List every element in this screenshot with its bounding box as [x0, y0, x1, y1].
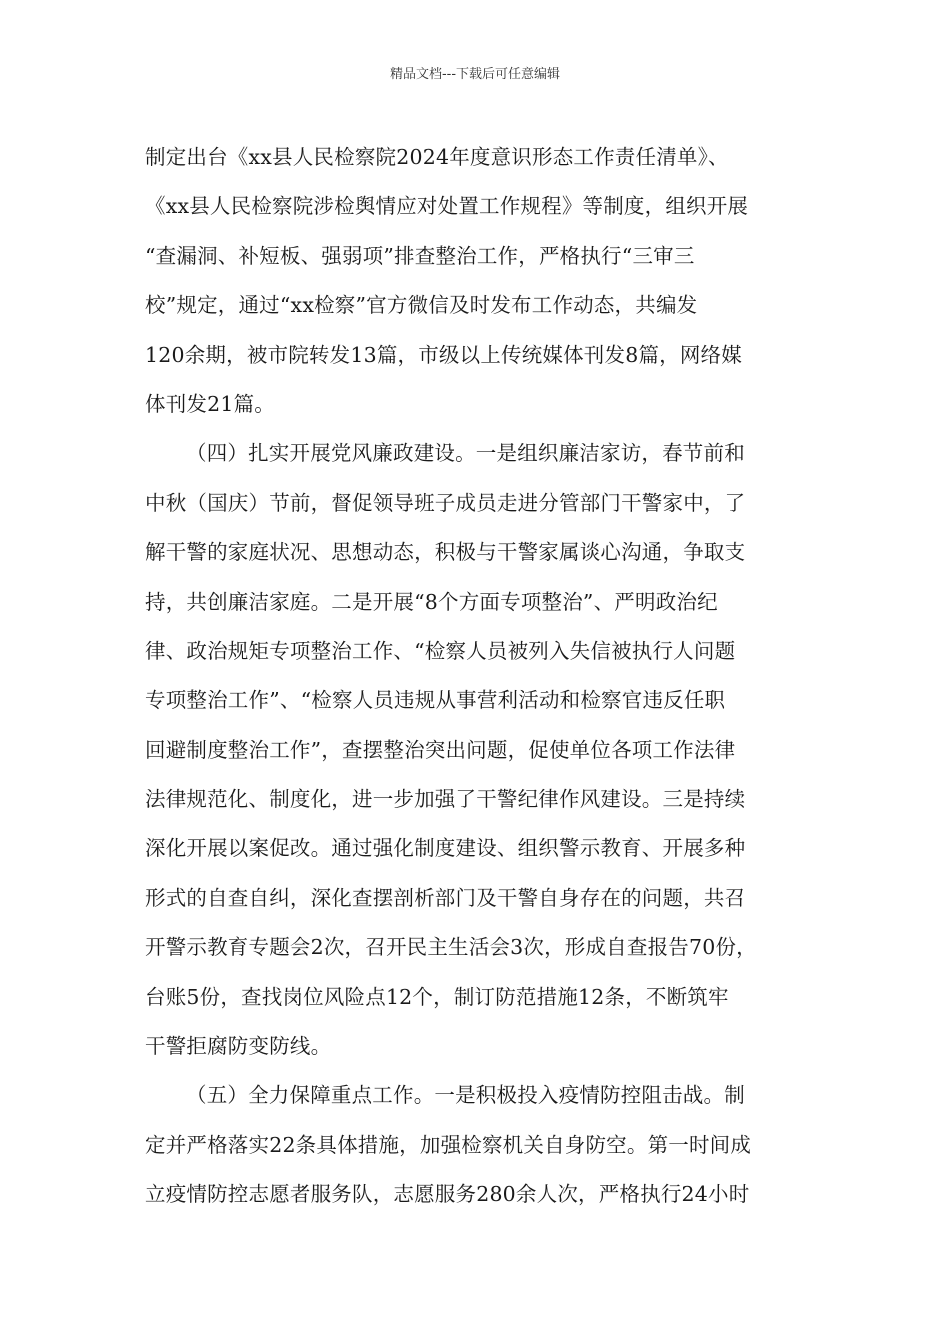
text-line: 深化开展以案促改。通过强化制度建设、组织警示教育、开展多种: [145, 836, 746, 861]
text-line: 立疫情防控志愿者服务队，志愿服务280余人次，严格执行24小时: [145, 1182, 750, 1207]
text-line: （四）扎实开展党风廉政建设。一是组织廉洁家访，春节前和: [186, 441, 745, 466]
paragraph-section-4: [145, 429, 825, 1071]
text-line: 开警示教育专题会2次，召开民主生活会3次，形成自查报告70份，: [145, 935, 757, 960]
text-line: 形式的自查自纠，深化查摆剖析部门及干警自身存在的问题，共召: [145, 885, 746, 910]
text-line: 持，共创廉洁家庭。二是开展“8个方面专项整治”、严明政治纪: [145, 589, 718, 614]
document-body: [145, 133, 825, 1220]
text-line: （五）全力保障重点工作。一是积极投入疫情防控阻击战。制: [186, 1083, 745, 1108]
text-line: 体刊发21篇。: [145, 391, 275, 416]
text-line: “查漏洞、补短板、强弱项”排查整治工作，严格执行“三审三: [145, 243, 695, 268]
text-line: 法律规范化、制度化，进一步加强了干警纪律作风建设。三是持续: [145, 787, 746, 812]
paragraph-section-5: [145, 1071, 825, 1219]
text-line: 《xx县人民检察院涉检舆情应对处置工作规程》等制度，组织开展: [145, 194, 749, 219]
text-line: 干警拒腐防变防线。: [145, 1034, 332, 1059]
text-line: 定并严格落实22条具体措施，加强检察机关自身防空。第一时间成: [145, 1132, 752, 1157]
page-header: 精品文档---下载后可任意编辑: [389, 67, 561, 82]
text-line: 120余期，被市院转发13篇，市级以上传统媒体刊发8篇，网络媒: [145, 342, 742, 367]
text-line: 回避制度整治工作”，查摆整治突出问题，促使单位各项工作法律: [145, 737, 736, 762]
text-line: 校”规定，通过“xx检察”官方微信及时发布工作动态，共编发: [145, 293, 698, 318]
text-line: 律、政治规矩专项整治工作、“检察人员被列入失信被执行人问题: [145, 638, 736, 663]
text-line: 中秋（国庆）节前，督促领导班子成员走进分管部门干警家中，了: [145, 490, 746, 515]
text-line: 解干警的家庭状况、思想动态，积极与干警家属谈心沟通，争取支: [145, 540, 746, 565]
text-line: 专项整治工作”、“检察人员违规从事营利活动和检察官违反任职: [145, 688, 726, 713]
text-line: 台账5份，查找岗位风险点12个，制订防范措施12条，不断筑牢: [145, 984, 729, 1009]
text-line: 制定出台《xx县人民检察院2024年度意识形态工作责任清单》、: [145, 145, 729, 169]
paragraph-continuation: [145, 133, 825, 429]
